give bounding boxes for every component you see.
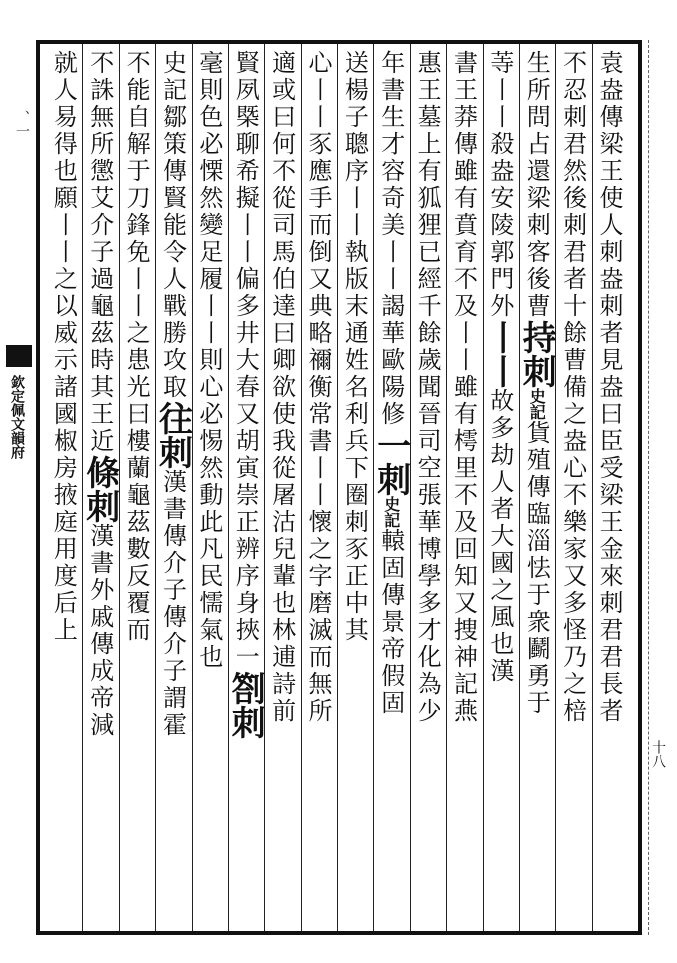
text-column: [370, 50, 411, 717]
column-text: 貨殖傳臨淄怯于衆鬬勇于: [522, 420, 551, 717]
text-column: [121, 50, 153, 644]
text-column: [412, 50, 444, 725]
column-text: 利兵下圈刺豕正中其: [340, 401, 369, 644]
column-text: 史記鄒策傳賢能令人戰勝攻取: [158, 50, 187, 401]
column-text: 不忍刺君然後刺君者十餘曹備之盎心不樂家又多怪乃之棓: [558, 50, 587, 725]
column-text: 毫則色必慄然變足履丨丨則心必惕然動此凡民懦氣也: [194, 50, 223, 671]
text-column: [79, 50, 120, 739]
entry-heading: 一刺: [370, 428, 411, 496]
text-column: [339, 50, 371, 644]
column-rule: [555, 44, 556, 931]
entry-heading: 條刺: [79, 455, 120, 523]
column-text: 漢書外戚傳成帝減: [85, 523, 114, 739]
column-text: 書王莽傳雖有賁育不及丨丨雖有樗里不及回知又捜神記燕: [449, 50, 478, 725]
column-rule: [483, 44, 484, 931]
source-note: 史記: [527, 388, 547, 420]
column-rule: [264, 44, 265, 931]
source-note: 史記: [381, 496, 401, 528]
text-column: [594, 50, 626, 725]
column-text: 賢夙槩聊希擬丨丨偏多井大春又胡寅崇正辨序身挾一: [231, 50, 260, 671]
text-column: [479, 50, 520, 685]
text-column: [448, 50, 480, 725]
text-column: [303, 50, 335, 725]
column-text: 䓁丨丨殺盎安陵郭門外: [485, 50, 514, 320]
column-text: 光曰樓蘭龜茲數反覆而: [122, 374, 151, 644]
column-text: 送楊子聰序丨丨執版末通姓名: [340, 50, 369, 401]
column-text: 椒房掖庭用度后上: [49, 428, 78, 644]
text-column: [194, 50, 226, 671]
column-rule: [228, 44, 229, 931]
margin-book-title: 欽定佩文韻府: [9, 375, 25, 459]
column-text: 不誅無所懲艾介子過龜茲時其王近: [85, 50, 114, 455]
column-rule: [155, 44, 156, 931]
text-column: [48, 50, 80, 644]
page-number: 十八: [650, 740, 666, 768]
column-text: 轅固傳景帝假固: [376, 528, 405, 717]
column-rule: [519, 44, 520, 931]
entry-heading: 往刺: [152, 401, 193, 469]
column-text: 不能自解于刀鋒免丨丨之患: [122, 50, 151, 374]
page-edge-line: [648, 40, 649, 935]
column-text: 漢書傳介子傳介子謂霍: [158, 469, 187, 739]
text-column: [225, 50, 266, 739]
entry-heading: 丨丨: [479, 320, 520, 388]
margin-black-block: [6, 345, 32, 367]
column-text: 年書生才容奇美丨丨謁華歐陽修: [376, 50, 405, 428]
column-text: 故多劫人者大國之風也漢: [485, 388, 514, 685]
column-text: 適或曰何不從司馬伯達曰卿欲使我從屠沽兒輩也林逋詩前: [267, 50, 296, 725]
column-rule: [446, 44, 447, 931]
column-text: 袁盎傳梁王使人刺盎刺者見盎曰臣受梁王金來刺君君長者: [595, 50, 623, 725]
text-column: [152, 50, 193, 739]
margin-ticks: 、一: [14, 110, 30, 138]
text-column: [266, 50, 298, 725]
column-rule: [301, 44, 302, 931]
entry-heading: 持刺: [516, 320, 557, 388]
column-text: 心丨丨豕應手而倒又典略禰衡常書丨丨懷之字磨滅而無所: [304, 50, 332, 725]
column-text: 生所問占還梁刺客後曹: [522, 50, 551, 320]
column-rule: [192, 44, 193, 931]
text-column: [557, 50, 589, 725]
column-rule: [592, 44, 593, 931]
column-rule: [373, 44, 374, 931]
column-rule: [337, 44, 338, 931]
column-text: 惠王墓上有狐狸已經千餘歲聞晉司空張華博學多才化為少: [413, 50, 442, 725]
text-column: [516, 50, 557, 717]
margin-strip: [2, 50, 32, 930]
column-rule: [82, 44, 83, 931]
entry-heading: 劄刺: [225, 671, 266, 739]
column-text: 就人易得也願丨丨之以威示諸國: [49, 50, 78, 428]
